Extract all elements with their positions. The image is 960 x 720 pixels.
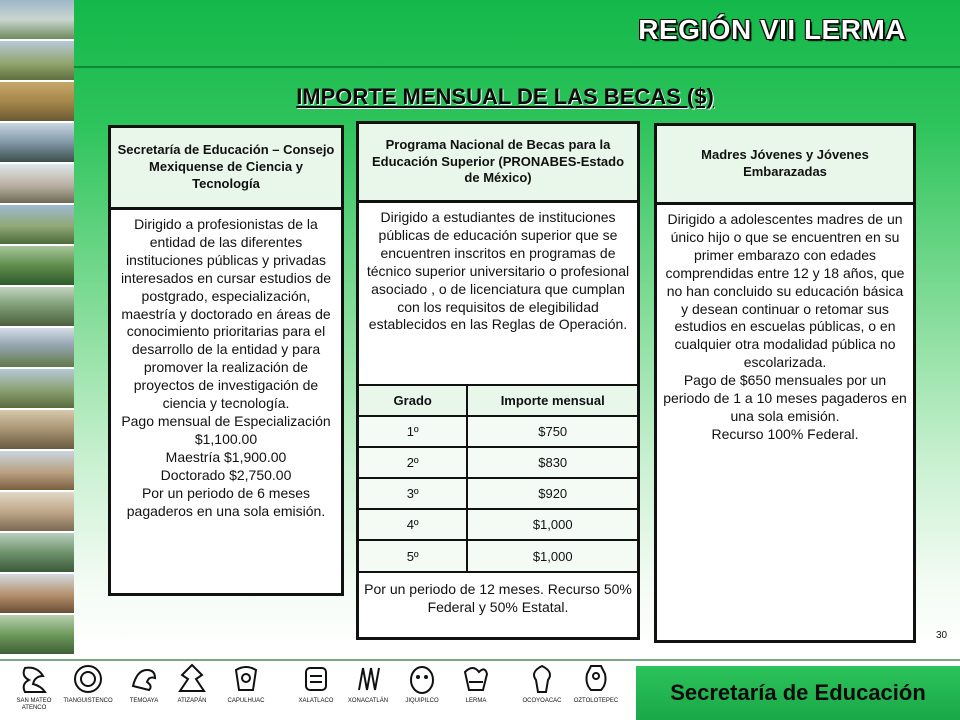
- card-heading: Programa Nacional de Becas para la Educación Superior (PRONABES-Estado de México): [359, 124, 637, 203]
- table-row: [359, 540, 637, 571]
- amounts-table: [359, 384, 637, 571]
- cell-grado: 2º: [359, 447, 467, 478]
- photo-town: [0, 164, 74, 205]
- payment-amount: Pago de $650 mensuales por un periodo de 1 a 10 meses pagaderos en una sola emisión.: [663, 372, 907, 424]
- table-header-row: [359, 385, 637, 416]
- payment-doctorado: Doctorado $2,750.00: [160, 466, 292, 483]
- table-row: [359, 509, 637, 540]
- photo-church: [0, 451, 74, 492]
- payment-maestria: Maestría $1,900.00: [165, 448, 287, 465]
- photo-valley: [0, 369, 74, 410]
- logo-label: ATIZAPÁN: [177, 698, 207, 704]
- scholarship-card-madres: [654, 123, 916, 643]
- card-description: Dirigido a adolescentes madres de un único hijo o que se encuentren en su primer embarazo con edades comprendidas entre 12 y 18 años, que no han concluido su educación básica y desean continuar o retomar sus estudios en escuelas públicas, o en cualquier otra modalidad pública no escolarizada.: [665, 211, 905, 371]
- logo-xalatlaco: [286, 662, 346, 705]
- logo-ocoyoacac: [512, 662, 572, 705]
- region-title: REGIÓN VII LERMA: [638, 14, 906, 45]
- photo-landscape: [0, 41, 74, 82]
- photo-bridge: [0, 287, 74, 328]
- photo-trees: [0, 246, 74, 287]
- logo-san-mateo-atenco: [4, 662, 64, 711]
- card-description: Dirigido a profesionistas de la entidad de las diferentes instituciones públicas y privadas interesados en cursar estudios de postgrado, especialización, maestría y doctorado en áreas de conocimiento prioritarias para el desarrollo de la entidad y para promover la realización de proyectos de investigación de ciencia y tecnología.: [120, 216, 332, 412]
- glyph-icon: [127, 662, 161, 696]
- card-heading: Madres Jóvenes y Jóvenes Embarazadas: [657, 126, 913, 205]
- photo-temple: [0, 574, 74, 615]
- card-body: [657, 205, 913, 450]
- glyph-icon: [525, 662, 559, 696]
- glyph-icon: [71, 662, 105, 696]
- cell-grado: 1º: [359, 416, 467, 447]
- cell-importe: $1,000: [467, 540, 637, 571]
- glyph-icon: [579, 662, 613, 696]
- glyph-icon: [299, 662, 333, 696]
- logo-label: TIANGUISTENCO: [63, 698, 113, 704]
- photo-river: [0, 533, 74, 574]
- cell-importe: $750: [467, 416, 637, 447]
- scholarship-card-comecyt: [108, 125, 344, 596]
- cell-grado: 5º: [359, 540, 467, 571]
- photo-lake: [0, 123, 74, 164]
- card-footer: Por un periodo de 12 meses. Recurso 50% Federal y 50% Estatal.: [359, 571, 637, 623]
- photo-ruins: [0, 410, 74, 451]
- photo-meadow: [0, 615, 74, 656]
- table-row: [359, 478, 637, 509]
- glyph-icon: [351, 662, 385, 696]
- logo-label: TEMOAYA: [129, 698, 159, 704]
- brand-name: Secretaría de Educación: [670, 680, 926, 705]
- logo-label: LERMA: [465, 698, 487, 704]
- logo-label: XONACATLÁN: [347, 698, 389, 704]
- card-description: Dirigido a estudiantes de instituciones públicas de educación superior que se encuentren inscritos en programas de técnico superior universitario o profesional asociado , o de licenciatura que cumplan con los requisitos de elegibilidad establecidos en las Reglas de Operación.: [359, 203, 637, 384]
- funding-source: Recurso 100% Federal.: [711, 425, 859, 442]
- card-body: [111, 210, 341, 526]
- photo-mountain: [0, 328, 74, 369]
- cell-importe: $1,000: [467, 509, 637, 540]
- logo-label: XALATLACO: [298, 698, 334, 704]
- photo-hills: [0, 205, 74, 246]
- payment-especializacion: Pago mensual de Especialización $1,100.00: [121, 412, 331, 447]
- payment-period: Por un periodo de 6 meses pagaderos en una sola emisión.: [126, 484, 326, 519]
- header-divider: [74, 66, 960, 68]
- cell-importe: $920: [467, 478, 637, 509]
- page-title: IMPORTE MENSUAL DE LAS BECAS ($): [296, 84, 714, 109]
- logo-xonacatlan: [338, 662, 398, 705]
- cell-grado: 3º: [359, 478, 467, 509]
- photo-building: [0, 0, 74, 41]
- table-row: [359, 447, 637, 478]
- logo-atizapan: [162, 662, 222, 705]
- footer-divider: [0, 659, 960, 661]
- glyph-icon: [229, 662, 263, 696]
- cell-grado: 4º: [359, 509, 467, 540]
- logo-label: OZTOLOTEPEC: [573, 698, 619, 704]
- logo-label: JIQUIPILCO: [405, 698, 439, 704]
- logo-label: OCOYOACAC: [522, 698, 562, 704]
- glyph-icon: [17, 662, 51, 696]
- header-grado: Grado: [359, 385, 467, 416]
- logo-oztolotepec: [566, 662, 626, 705]
- page-number: 30: [936, 630, 948, 641]
- photo-plaza: [0, 492, 74, 533]
- table-row: [359, 416, 637, 447]
- logo-label: SAN MATEO ATENCO: [16, 698, 52, 711]
- glyph-icon: [175, 662, 209, 696]
- logo-tianguistenco: [58, 662, 118, 705]
- logo-label: CAPULHUAC: [227, 698, 265, 704]
- cell-importe: $830: [467, 447, 637, 478]
- card-heading: Secretaría de Educación – Consejo Mexiquense de Ciencia y Tecnología: [111, 128, 341, 210]
- glyph-icon: [405, 662, 439, 696]
- photo-strip: [0, 0, 74, 660]
- glyph-icon: [459, 662, 493, 696]
- logo-jiquipilco: [392, 662, 452, 705]
- header-importe: Importe mensual: [467, 385, 637, 416]
- photo-field: [0, 82, 74, 123]
- scholarship-card-pronabes: [356, 121, 640, 640]
- municipality-logos: [0, 662, 625, 720]
- logo-lerma: [446, 662, 506, 705]
- brand-banner: [636, 666, 960, 720]
- logo-capulhuac: [216, 662, 276, 705]
